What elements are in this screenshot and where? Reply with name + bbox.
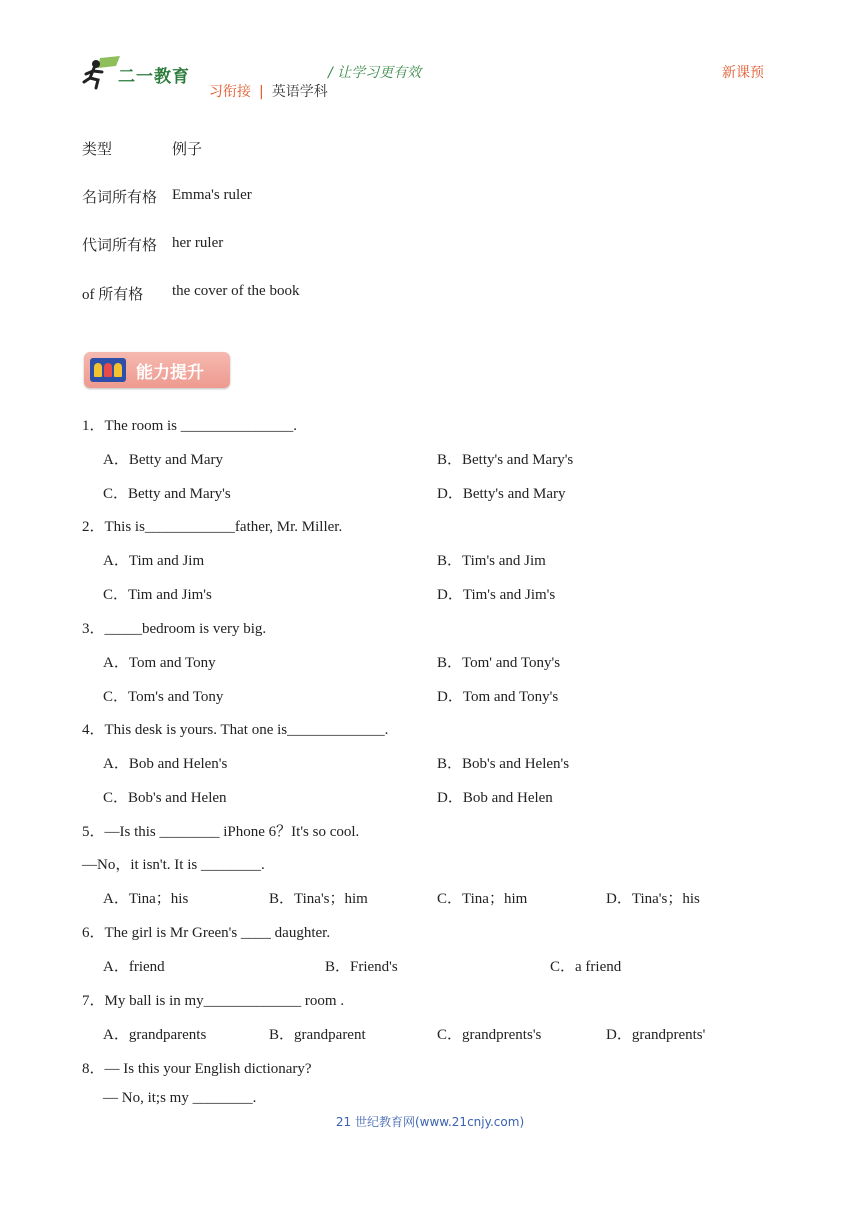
option: D．Tim's and Jim's (437, 587, 556, 603)
option: B．Bob's and Helen's (437, 756, 570, 772)
option: A．Betty and Mary (103, 452, 223, 468)
table-cell-type: 名词所有格 (82, 188, 158, 206)
table-cell-example: Emma's ruler (172, 187, 252, 203)
option: D．Tina's；his (606, 891, 700, 907)
option: D．Tom and Tony's (437, 689, 559, 705)
logo-text: 二一教育 (118, 67, 190, 87)
option: B．grandparent (269, 1027, 366, 1043)
question-stem: 1．The room is _______________. (82, 418, 297, 434)
option: C．Betty and Mary's (103, 486, 231, 502)
option: A．friend (103, 959, 165, 975)
subject-line (209, 81, 328, 101)
brand-logo (82, 56, 192, 90)
question-stem: 8．— Is this your English dictionary? (82, 1061, 312, 1077)
question-stem: 3．_____bedroom is very big. (82, 621, 267, 637)
question-stem-line2: — No, it;s my ________. (103, 1090, 257, 1106)
option: A．grandparents (103, 1027, 207, 1043)
new-course-label: 新课预 (722, 65, 764, 81)
question-stem-line2: —No，it isn't. It is ________. (82, 857, 265, 873)
table-cell-type: 代词所有格 (82, 236, 158, 254)
table-cell-example: her ruler (172, 235, 224, 251)
option: A．Bob and Helen's (103, 756, 228, 772)
option: B．Tom' and Tony's (437, 655, 561, 671)
table-cell-type: of 所有格 (82, 287, 144, 303)
option: C．Tim and Jim's (103, 587, 212, 603)
option: C．a friend (550, 959, 622, 975)
option: D．Bob and Helen (437, 790, 553, 806)
option: A．Tina；his (103, 891, 189, 907)
table-cell-type: 类型 (82, 140, 113, 158)
subject-part1: 习衔接 (209, 84, 251, 100)
option: C．Tom's and Tony (103, 689, 224, 705)
section-badge-label: 能力提升 (136, 363, 204, 383)
option: C．Tina；him (437, 891, 528, 907)
option: B．Friend's (325, 959, 398, 975)
table-cell-example: 例子 (172, 140, 203, 158)
question-stem: 7．My ball is in my_____________ room . (82, 993, 345, 1009)
subject-part2: 英语学科 (271, 84, 328, 100)
question-stem: 6．The girl is Mr Green's ____ daughter. (82, 925, 331, 941)
option: D．Betty's and Mary (437, 486, 566, 502)
people-icon (90, 358, 126, 382)
option: B．Betty's and Mary's (437, 452, 574, 468)
question-stem: 5．—Is this ________ iPhone 6？It's so cool. (82, 824, 360, 840)
option: B．Tina's；him (269, 891, 368, 907)
option: A．Tim and Jim (103, 553, 205, 569)
option: C．grandprents's (437, 1027, 542, 1043)
section-badge (84, 352, 230, 388)
option: D．grandprents' (606, 1027, 706, 1043)
question-stem: 2．This is____________father, Mr. Miller. (82, 519, 343, 535)
option: C．Bob's and Helen (103, 790, 227, 806)
footer-source: 21 世纪教育网(www.21cnjy.com) (335, 1115, 525, 1129)
slogan: / 让学习更有效 (328, 65, 422, 81)
table-cell-example: the cover of the book (172, 283, 300, 299)
option: A．Tom and Tony (103, 655, 216, 671)
subject-separator: | (259, 84, 264, 100)
runner-icon (82, 56, 122, 90)
option: B．Tim's and Jim (437, 553, 546, 569)
question-stem: 4．This desk is yours. That one is_____________. (82, 722, 389, 738)
